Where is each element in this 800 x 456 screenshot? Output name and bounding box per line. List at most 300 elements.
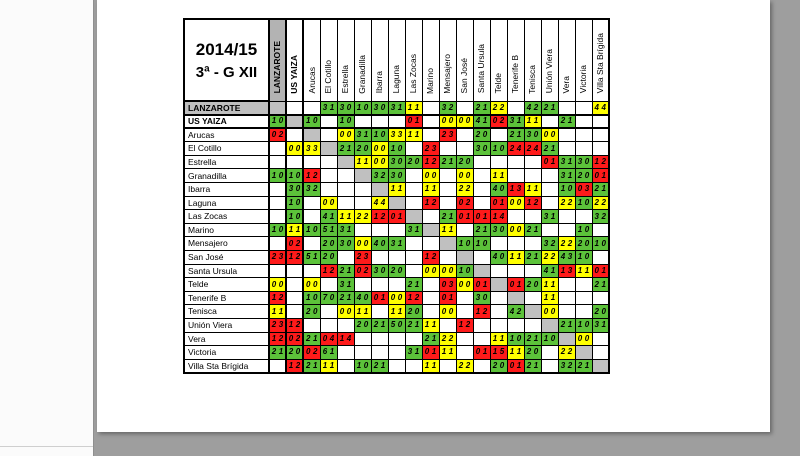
- score-cell: 0 1: [541, 155, 558, 169]
- column-header: [541, 19, 558, 101]
- diagonal-cell: [507, 291, 524, 305]
- score-cell: 2 1: [473, 101, 490, 115]
- empty-cell: [422, 101, 439, 115]
- score-cell: 3 0: [337, 101, 354, 115]
- empty-cell: [405, 169, 422, 183]
- score-cell: 0 1: [592, 264, 609, 278]
- empty-cell: [371, 346, 388, 360]
- empty-cell: [354, 115, 371, 129]
- column-header: [405, 19, 422, 101]
- score-cell: 2 4: [524, 142, 541, 156]
- empty-cell: [371, 305, 388, 319]
- score-cell: 3 1: [592, 319, 609, 333]
- empty-cell: [541, 223, 558, 237]
- score-cell: 3 1: [354, 128, 371, 142]
- score-cell: 0 0: [439, 264, 456, 278]
- column-team-name: Telde: [493, 73, 504, 94]
- score-cell: 2 1: [541, 142, 558, 156]
- score-cell: 1 0: [541, 332, 558, 346]
- score-cell: 1 2: [456, 319, 473, 333]
- row-header-team-name: Santa Ursula: [184, 264, 269, 278]
- empty-cell: [371, 251, 388, 265]
- score-cell: 3 1: [405, 223, 422, 237]
- score-cell: 2 2: [558, 237, 575, 251]
- empty-cell: [320, 319, 337, 333]
- score-cell: 2 2: [354, 210, 371, 224]
- score-cell: 1 5: [490, 346, 507, 360]
- row-header-team-name: Villa Sta Brígida: [184, 359, 269, 373]
- empty-cell: [354, 223, 371, 237]
- empty-cell: [422, 115, 439, 129]
- empty-cell: [541, 346, 558, 360]
- table-row: [184, 346, 609, 360]
- column-team-name: Las Zocas: [408, 54, 419, 94]
- score-cell: 3 0: [524, 128, 541, 142]
- score-cell: 2 3: [269, 251, 286, 265]
- score-cell: 4 2: [524, 101, 541, 115]
- empty-cell: [507, 101, 524, 115]
- diagonal-cell: [524, 305, 541, 319]
- table-row: [184, 251, 609, 265]
- score-cell: 0 2: [456, 196, 473, 210]
- table-row: [184, 210, 609, 224]
- score-cell: 1 0: [303, 291, 320, 305]
- score-cell: 4 0: [371, 237, 388, 251]
- score-cell: 1 0: [371, 128, 388, 142]
- score-cell: 2 1: [439, 210, 456, 224]
- column-header: [524, 19, 541, 101]
- score-cell: 0 0: [507, 223, 524, 237]
- score-cell: 2 0: [490, 359, 507, 373]
- empty-cell: [490, 264, 507, 278]
- score-cell: 3 0: [388, 155, 405, 169]
- score-cell: 2 0: [354, 142, 371, 156]
- empty-cell: [575, 128, 592, 142]
- empty-cell: [320, 115, 337, 129]
- diagonal-cell: [592, 359, 609, 373]
- score-cell: 1 0: [354, 359, 371, 373]
- table-row: [184, 196, 609, 210]
- empty-cell: [490, 155, 507, 169]
- table-row: [184, 155, 609, 169]
- empty-cell: [558, 223, 575, 237]
- row-header-team-name: El Cotillo: [184, 142, 269, 156]
- score-cell: 2 0: [524, 346, 541, 360]
- column-header: [558, 19, 575, 101]
- score-cell: 2 1: [371, 319, 388, 333]
- score-cell: 2 1: [405, 319, 422, 333]
- empty-cell: [507, 319, 524, 333]
- score-cell: 2 0: [303, 305, 320, 319]
- empty-cell: [422, 210, 439, 224]
- empty-cell: [473, 155, 490, 169]
- score-cell: 0 1: [473, 346, 490, 360]
- diagonal-cell: [558, 332, 575, 346]
- column-team-name: Victoria: [578, 65, 589, 94]
- empty-cell: [473, 251, 490, 265]
- empty-cell: [490, 319, 507, 333]
- empty-cell: [456, 142, 473, 156]
- row-header-team-name: Vera: [184, 332, 269, 346]
- empty-cell: [456, 346, 473, 360]
- score-cell: 2 1: [524, 223, 541, 237]
- score-cell: 0 1: [388, 210, 405, 224]
- empty-cell: [269, 142, 286, 156]
- empty-cell: [388, 223, 405, 237]
- score-cell: 2 2: [490, 101, 507, 115]
- empty-cell: [456, 101, 473, 115]
- empty-cell: [575, 101, 592, 115]
- diagonal-cell: [405, 210, 422, 224]
- empty-cell: [439, 142, 456, 156]
- score-cell: 1 0: [456, 264, 473, 278]
- score-cell: 4 4: [592, 101, 609, 115]
- empty-cell: [354, 183, 371, 197]
- score-cell: 1 0: [303, 223, 320, 237]
- score-cell: 3 1: [388, 237, 405, 251]
- empty-cell: [541, 196, 558, 210]
- score-cell: 1 2: [320, 264, 337, 278]
- score-cell: 1 2: [524, 196, 541, 210]
- column-team-name: US YAIZA: [289, 54, 300, 94]
- empty-cell: [541, 183, 558, 197]
- empty-cell: [320, 305, 337, 319]
- empty-cell: [422, 305, 439, 319]
- score-cell: 1 1: [422, 183, 439, 197]
- empty-cell: [286, 291, 303, 305]
- row-header-team-name: Arucas: [184, 128, 269, 142]
- row-header-team-name: Las Zocas: [184, 210, 269, 224]
- column-team-name: Unión Viera: [544, 49, 555, 94]
- score-cell: 0 2: [286, 332, 303, 346]
- score-cell: 2 1: [422, 332, 439, 346]
- score-cell: 2 1: [558, 319, 575, 333]
- score-cell: 1 1: [354, 305, 371, 319]
- column-team-name: San José: [459, 58, 470, 94]
- empty-cell: [558, 278, 575, 292]
- score-cell: 1 2: [371, 210, 388, 224]
- empty-cell: [456, 291, 473, 305]
- score-cell: 2 0: [575, 169, 592, 183]
- score-cell: 1 1: [541, 278, 558, 292]
- page-separator-line: [0, 446, 93, 447]
- empty-cell: [456, 305, 473, 319]
- score-cell: 2 1: [575, 359, 592, 373]
- diagonal-cell: [320, 142, 337, 156]
- score-cell: 2 1: [303, 332, 320, 346]
- empty-cell: [439, 169, 456, 183]
- column-team-name: El Cotillo: [323, 59, 334, 94]
- score-cell: 1 0: [269, 169, 286, 183]
- column-header: [507, 19, 524, 101]
- score-cell: 2 2: [456, 359, 473, 373]
- diagonal-cell: [371, 183, 388, 197]
- column-header: [575, 19, 592, 101]
- row-header-team-name: LANZAROTE: [184, 101, 269, 115]
- score-cell: 0 0: [337, 305, 354, 319]
- score-cell: 1 4: [490, 210, 507, 224]
- score-cell: 3 1: [388, 101, 405, 115]
- score-cell: 3 1: [558, 155, 575, 169]
- empty-cell: [473, 332, 490, 346]
- score-cell: 2 2: [541, 251, 558, 265]
- score-cell: 5 1: [303, 251, 320, 265]
- empty-cell: [269, 210, 286, 224]
- empty-cell: [354, 332, 371, 346]
- empty-cell: [286, 128, 303, 142]
- empty-cell: [286, 264, 303, 278]
- score-cell: 4 0: [354, 291, 371, 305]
- score-cell: 1 0: [575, 196, 592, 210]
- empty-cell: [422, 237, 439, 251]
- empty-cell: [524, 210, 541, 224]
- score-cell: 1 3: [507, 183, 524, 197]
- score-cell: 0 0: [456, 169, 473, 183]
- score-cell: 1 1: [422, 319, 439, 333]
- empty-cell: [592, 223, 609, 237]
- score-cell: 0 4: [320, 332, 337, 346]
- score-cell: 3 2: [439, 101, 456, 115]
- column-team-name: Arucas: [306, 67, 317, 94]
- score-cell: 0 2: [286, 237, 303, 251]
- score-cell: 2 1: [473, 223, 490, 237]
- empty-cell: [473, 359, 490, 373]
- score-cell: 3 3: [388, 128, 405, 142]
- empty-cell: [558, 305, 575, 319]
- score-cell: 1 3: [558, 264, 575, 278]
- score-cell: 2 2: [456, 183, 473, 197]
- diagonal-cell: [354, 169, 371, 183]
- score-cell: 0 1: [507, 359, 524, 373]
- row-header-team-name: Mensajero: [184, 237, 269, 251]
- score-cell: 3 0: [286, 183, 303, 197]
- score-cell: 1 0: [303, 115, 320, 129]
- empty-cell: [456, 223, 473, 237]
- score-cell: 5 1: [320, 223, 337, 237]
- row-header-team-name: Ibarra: [184, 183, 269, 197]
- column-header: [320, 19, 337, 101]
- score-cell: 0 0: [269, 278, 286, 292]
- column-header: [303, 19, 320, 101]
- row-header-team-name: Tenerife B: [184, 291, 269, 305]
- empty-cell: [303, 264, 320, 278]
- empty-cell: [422, 278, 439, 292]
- empty-cell: [439, 359, 456, 373]
- score-cell: 4 1: [320, 210, 337, 224]
- empty-cell: [354, 346, 371, 360]
- empty-cell: [541, 115, 558, 129]
- empty-cell: [269, 237, 286, 251]
- score-cell: 2 1: [524, 251, 541, 265]
- table-row: [184, 169, 609, 183]
- score-cell: 2 1: [439, 155, 456, 169]
- score-cell: 1 0: [592, 237, 609, 251]
- score-cell: 2 0: [473, 128, 490, 142]
- score-cell: 1 0: [388, 142, 405, 156]
- score-cell: 0 0: [507, 196, 524, 210]
- score-cell: 3 1: [541, 210, 558, 224]
- diagonal-cell: [422, 223, 439, 237]
- score-cell: 2 3: [269, 319, 286, 333]
- score-cell: 2 0: [575, 237, 592, 251]
- table-row: [184, 332, 609, 346]
- empty-cell: [354, 278, 371, 292]
- row-header-team-name: Granadilla: [184, 169, 269, 183]
- score-cell: 2 2: [439, 332, 456, 346]
- score-cell: 0 2: [354, 264, 371, 278]
- empty-cell: [490, 128, 507, 142]
- score-cell: 3 0: [388, 169, 405, 183]
- score-cell: 1 2: [269, 291, 286, 305]
- empty-cell: [388, 278, 405, 292]
- score-cell: 1 0: [575, 319, 592, 333]
- score-cell: 1 2: [286, 251, 303, 265]
- score-cell: 1 0: [269, 223, 286, 237]
- season-title: 2014/15: [195, 39, 258, 59]
- row-header-team-name: Unión Viera: [184, 319, 269, 333]
- empty-cell: [320, 155, 337, 169]
- column-team-name: Vera: [561, 76, 572, 94]
- score-cell: 0 1: [490, 196, 507, 210]
- score-cell: 1 1: [405, 101, 422, 115]
- score-cell: 0 0: [541, 128, 558, 142]
- score-cell: 1 1: [524, 183, 541, 197]
- row-header-team-name: San José: [184, 251, 269, 265]
- score-cell: 2 2: [592, 196, 609, 210]
- score-cell: 2 0: [388, 264, 405, 278]
- empty-cell: [592, 251, 609, 265]
- column-header: [337, 19, 354, 101]
- empty-cell: [303, 196, 320, 210]
- empty-cell: [592, 346, 609, 360]
- empty-cell: [575, 210, 592, 224]
- score-cell: 1 1: [405, 128, 422, 142]
- empty-cell: [337, 319, 354, 333]
- score-cell: 1 0: [354, 101, 371, 115]
- diagonal-cell: [439, 237, 456, 251]
- row-header-team-name: US YAIZA: [184, 115, 269, 129]
- empty-cell: [337, 196, 354, 210]
- empty-cell: [320, 183, 337, 197]
- empty-cell: [371, 278, 388, 292]
- empty-cell: [524, 169, 541, 183]
- score-cell: 3 0: [473, 291, 490, 305]
- score-cell: 1 1: [439, 223, 456, 237]
- score-cell: 5 0: [388, 319, 405, 333]
- score-cell: 2 0: [405, 305, 422, 319]
- previous-page-edge: [0, 0, 94, 456]
- column-team-name: Mensajero: [442, 53, 453, 94]
- empty-cell: [388, 251, 405, 265]
- column-header: [269, 19, 286, 101]
- empty-cell: [558, 291, 575, 305]
- score-cell: 1 0: [286, 196, 303, 210]
- empty-cell: [507, 155, 524, 169]
- score-cell: 2 0: [405, 155, 422, 169]
- score-cell: 0 0: [575, 332, 592, 346]
- column-header: [422, 19, 439, 101]
- score-cell: 1 1: [490, 332, 507, 346]
- score-cell: 3 0: [371, 101, 388, 115]
- score-cell: 0 2: [303, 346, 320, 360]
- score-cell: 0 1: [507, 278, 524, 292]
- score-cell: 0 1: [592, 169, 609, 183]
- score-cell: 0 1: [439, 291, 456, 305]
- table-row: [184, 128, 609, 142]
- score-cell: 0 1: [473, 210, 490, 224]
- score-cell: 2 2: [558, 346, 575, 360]
- score-cell: 2 1: [269, 346, 286, 360]
- score-cell: 2 3: [422, 142, 439, 156]
- header-row: [184, 19, 609, 101]
- score-cell: 1 2: [269, 332, 286, 346]
- empty-cell: [269, 183, 286, 197]
- score-cell: 0 0: [320, 196, 337, 210]
- score-cell: 2 0: [320, 237, 337, 251]
- score-cell: 6 1: [320, 346, 337, 360]
- row-header-team-name: Telde: [184, 278, 269, 292]
- score-cell: 3 0: [575, 155, 592, 169]
- empty-cell: [558, 101, 575, 115]
- score-cell: 1 0: [473, 237, 490, 251]
- score-cell: 0 2: [490, 115, 507, 129]
- empty-cell: [269, 196, 286, 210]
- score-cell: 1 1: [286, 223, 303, 237]
- empty-cell: [354, 196, 371, 210]
- row-header-team-name: Laguna: [184, 196, 269, 210]
- empty-cell: [388, 359, 405, 373]
- score-cell: 1 1: [490, 169, 507, 183]
- empty-cell: [405, 196, 422, 210]
- score-cell: 0 0: [541, 305, 558, 319]
- row-header-team-name: Marino: [184, 223, 269, 237]
- empty-cell: [558, 128, 575, 142]
- score-cell: 0 0: [303, 278, 320, 292]
- score-cell: 0 1: [405, 115, 422, 129]
- score-cell: 1 0: [286, 169, 303, 183]
- score-cell: 3 0: [473, 142, 490, 156]
- empty-cell: [439, 319, 456, 333]
- score-cell: 1 1: [388, 305, 405, 319]
- empty-cell: [286, 305, 303, 319]
- empty-cell: [269, 155, 286, 169]
- score-cell: 1 0: [337, 115, 354, 129]
- empty-cell: [439, 183, 456, 197]
- score-cell: 2 1: [337, 291, 354, 305]
- column-team-name: Tenerife B: [510, 55, 521, 94]
- diagonal-cell: [456, 251, 473, 265]
- score-cell: 1 2: [592, 155, 609, 169]
- empty-cell: [303, 155, 320, 169]
- score-cell: 0 0: [456, 115, 473, 129]
- empty-cell: [575, 291, 592, 305]
- empty-cell: [439, 196, 456, 210]
- score-cell: 4 0: [490, 251, 507, 265]
- empty-cell: [337, 346, 354, 360]
- score-cell: 0 0: [422, 169, 439, 183]
- score-cell: 0 0: [439, 305, 456, 319]
- score-cell: 0 0: [388, 291, 405, 305]
- row-header-team-name: Tenisca: [184, 305, 269, 319]
- empty-cell: [524, 319, 541, 333]
- score-cell: 0 3: [575, 183, 592, 197]
- score-cell: 0 1: [473, 278, 490, 292]
- score-cell: 3 0: [371, 264, 388, 278]
- table-row: [184, 319, 609, 333]
- empty-cell: [320, 169, 337, 183]
- score-cell: 3 1: [507, 115, 524, 129]
- column-team-name: Villa Sta Brígida: [595, 33, 605, 94]
